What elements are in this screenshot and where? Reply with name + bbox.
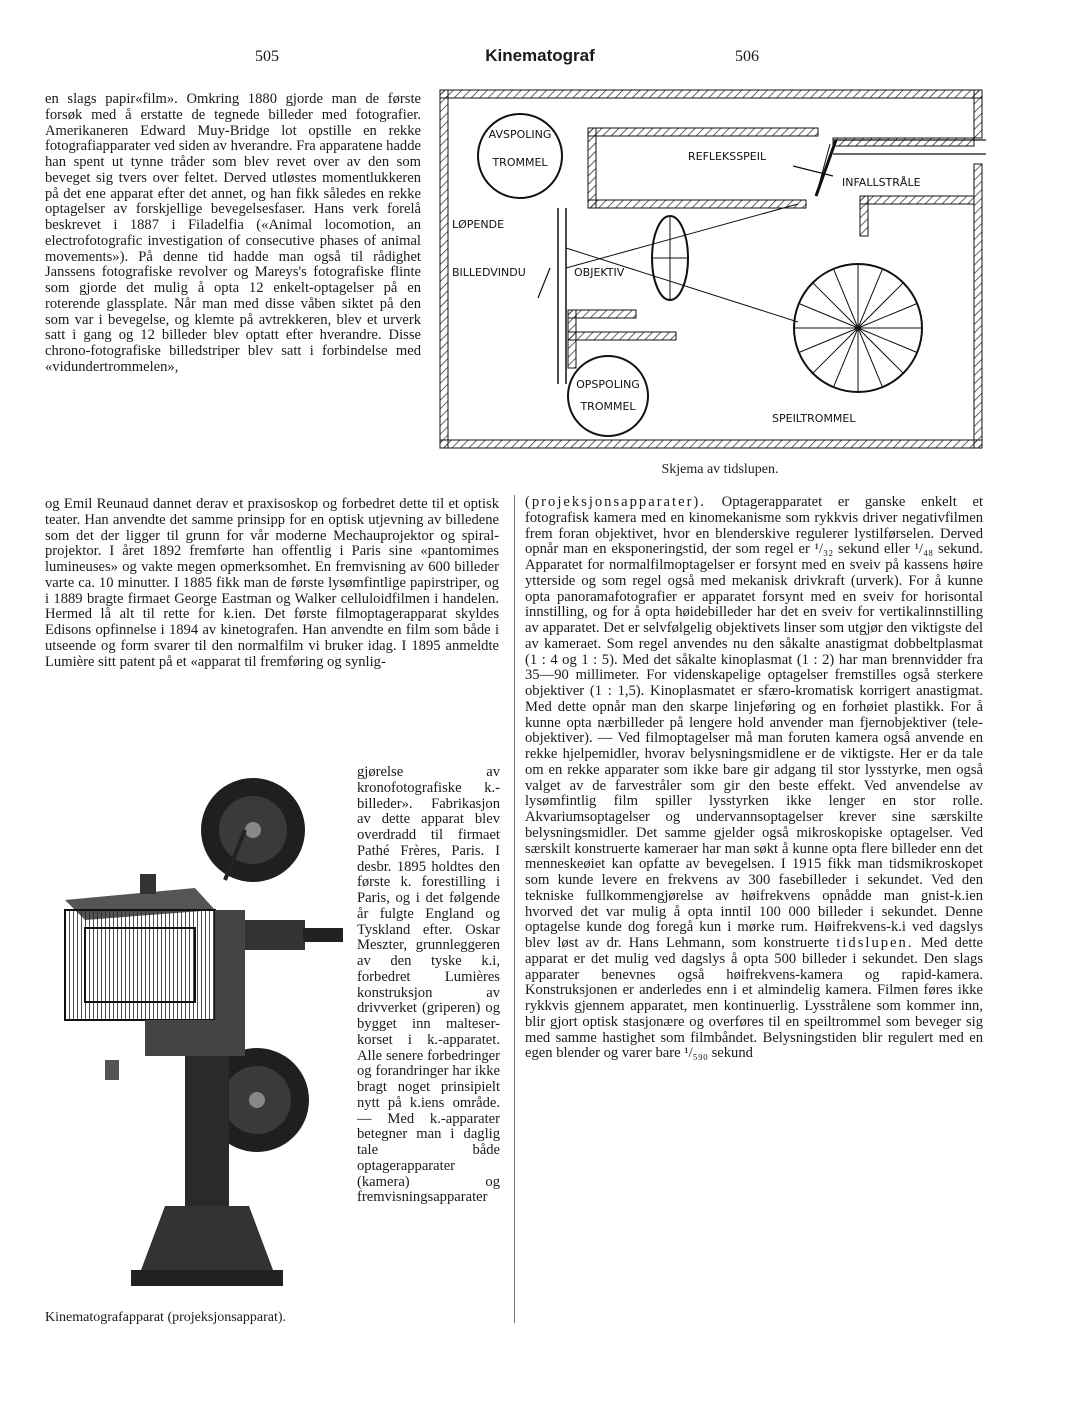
lower-wall-mid (568, 332, 676, 340)
label-lopende: LØPENDE (452, 218, 505, 231)
label-objektiv: OBJEKTIV (574, 266, 625, 279)
frame-left (440, 90, 448, 448)
label-avspoling: AVSPOLING (488, 128, 552, 141)
paragraph-right-part1: Optagerapparatet er ganske enkelt et fotografisk kamera med en kinomekanisme som rykkvis driver negativfilmen frem foran objektivet, hvor en blenderskive regulerer lystilførselen. Derved opnår man en eksponeringstid, der som regel er ¹/₃₂ sekund eller ¹/₄₈ sekund. Apparatet for normalfilmoptagelser er forsynt med en sveiv på kassens høire ytterside og som regel også med mekanisk drivkraft (urverk). For å kunne opta panoramafotografier er apparatet forsynt med en sveiv for horisontal innstilling, og for å opta høidebilleder har det en sveiv for vertikalinnstilling av apparatet. Det er selvfølgelig objektivets linser som utgjør den viktigste del av kameraet. Som regel anvendes nu den såkalte anastigmat dobbeltplasmat (1 : 4 og 1 : 5). Med det såkalte kinoplasmat (1 : 2) har man brennvidder fra 35—90 millimeter. For videnskapelige optagelser fremstilles også sterkere objektiver (1 : 1,5). Kinoplasmatet er sfæro-kromatisk korrigert anastigmat. Med dette opnår man den skarpe linjeføring og en forhøiet plastikk. For å kunne opta nærbilleder på lengere hold anvender man fjernobjektiver (tele-objektiver). — Ved filmoptagelser må man foruten kamera også anvende en rekke hjelpemidler, hvorav belysningsmidlene er de viktigste. Her er da tale om en rekke apparater som ikke bare gir adgang til stor lysstyrke, men også valget av de farvestråler som gir den beste effekt. Ved anvendelse av lysømfintlig film spiller lysstyrken ikke lenger en stor rolle. Akvariumsoptagelser og undervannsoptagelser krever sine særskilte belysningsmidler. Det samme gjelder også mikroskopiske optagelser. Ved særskilt konstruerte kameraer har man søkt å kunne opta flere billeder enn det menneskeøiet kan opfatte av bevegelsen. I 1915 fikk man tidsmikroskopet som kunde levere en frekvens av 300 fasebilleder i sekundet. Ved den tekniske fullkommengjørelse av høifrekvens opnådde man gnist-k.ien hvorved det var mulig å opta inntil 100 000 billeder i sekundet. Denne optagelse kunde dog foregå kun i mørke rum. Høifrekvens-k.i ved dagslys blev løst av dr. Hans Lehmann, som konstruerte (525, 494, 984, 951)
page-number-left: 505 (255, 48, 279, 65)
frame-top (440, 90, 982, 98)
tidslupe-diagram (438, 88, 986, 450)
upper-wall-top (588, 128, 818, 136)
upper-wall-bottom (588, 200, 806, 208)
paragraph-left-top: en slags papir«film». Omkring 1880 gjorde man de første forsøk med å erstatte de tegnede billeder med fotografier. Amerikaneren Edward Muy-Bridge lot opstille en rekke fotografiapparater ved siden av hverandre. Fra apparatene hadde han spent ut tynne tråder som blev revet over av den som beveget sig tvers over feltet. Derved utløstes momentlukkeren på det ene apparat efter det annet, og han fikk således en rekke optagelser av forskjellige bevegelsesfaser. Hans verk forelå beskrevet i 1887 i Filadelfia («Animal locomotion, an electrofotografic investigation of consecutive phases of animal movements»). På denne tid hadde man også til rådighet Janssens fotografiske revolver og Mareys's fotografiske flinte som gjorde det mulig å opta 12 enkelt-optagelser på en roterende glassplate. Når man med disse våben siktet på den som var i bevegelse, og klemte på avtrekkeren, blev et urverk satt i gang og 12 billeder blev optatt efter hverandre. Disse chrono-fotografiske billedstriper blev satt i forbindelse med «vidundertrommelen», (45, 91, 422, 375)
diagram-caption: Skjema av tidslupen. (661, 462, 779, 477)
label-billedvindu: BILLEDVINDU (452, 266, 526, 279)
projector-illustration (45, 770, 353, 1300)
text-left-narrow (357, 765, 500, 1206)
projector-caption: Kinematografapparat (projeksjonsapparat). (45, 1310, 287, 1325)
paragraph-right-part2: Med dette apparat er det mulig ved dagslys å opta 500 billeder i sekundet. Den slags apparater benevnes også høifrekvens-kamera og rapid-kamera. Konstruksjonen er anderledes enn i et almindelig kamera. Filmen føres ikke rykkvis gjennem apparatet, men kontinuerlig. Lysstrålene som kommer inn, blir gjort optisk stasjonære og overføres til en speiltrommel som beveger sig med samme hastighet som filmbåndet. Belysningstiden blir regulert med en egen blender og varer bare ¹/₅₉₀ sekund (525, 935, 983, 1062)
page-number-right: 506 (735, 48, 759, 65)
label-opspoling: OPSPOLING (576, 378, 640, 391)
label-speiltrommel: SPEILTROMMEL (772, 412, 856, 425)
frame-bottom (440, 440, 982, 448)
text-left-wide (45, 497, 499, 670)
text-left-top (45, 92, 421, 376)
label-refleksspeil: REFLEKSSPEIL (688, 150, 767, 163)
lower-wall-top (568, 310, 636, 318)
term-projeksjonsapparater: (projeksjonsapparater). (525, 494, 706, 510)
page-title: Kinematograf (485, 46, 595, 65)
term-tidslupen: tidslupen. (836, 935, 914, 951)
paragraph-right (525, 495, 983, 1062)
label-avspoling-trommel: TROMMEL (492, 156, 548, 169)
inlet-top (833, 138, 974, 146)
frame-right-lower (974, 164, 982, 448)
paragraph-left-narrow: gjørelse av kronofotografiske k.-billeder». Fabrikasjon av dette apparat blev overdradd til firmaet Pathé Frères, Paris. I desbr. 1895 holdtes den første k. forestilling i Paris, og i det følgende år fulgte England og Tyskland efter. Oskar Meszter, grunnleggeren av den tyske k.i, forbedret Lumières konstruksjon av drivverket (griperen) og bygget inn malteser-korset i k.-apparatet. Alle senere forbedringer og forandringer har ikke bragt noget prinsipielt nytt på k.iens område. — Med k.-apparater betegner man i daglig tale både optagerapparater (kamera) og fremvisningsapparater (357, 764, 500, 1206)
frame-right-upper (974, 90, 982, 138)
column-divider (514, 495, 515, 1323)
inlet-bottom (860, 196, 974, 204)
upper-wall-left (588, 128, 596, 208)
paragraph-left-wide: og Emil Reunaud dannet derav et praxisoskop og forbedret dette til et optisk teater. Han anvendte det samme prinsipp for en optisk utjevning av billedene som det der ligger til grunn for vår moderne Mechauprojektor og spiral-projektor. I året 1892 fremførte han offentlig i Paris sine «pantomimes lumineuses» og vakte megen opmerksomhet. En fremvisning av 600 billeder varte ca. 10 minutter. I 1885 fikk man de første lysømfintlige papirstriper, og i 1889 bragte firmaet George Eastman og Walker celluloidfilmen i handelen. Hermed lå alt til rette for k.ien. Det første filmoptagerapparat skyldes Edisons opfinnelse i 1894 av kinetografen. Han anvendte en film som både i utseende og form svarer til den normalfilm vi bruker idag. I 1895 anmeldte Lumière sitt patent på et «apparat til fremføring og synlig- (45, 496, 499, 670)
label-infallstrale: INFALLSTRÅLE (842, 176, 921, 189)
label-opspoling-trommel: TROMMEL (580, 400, 636, 413)
inlet-side (860, 196, 868, 236)
text-right (525, 495, 983, 1062)
